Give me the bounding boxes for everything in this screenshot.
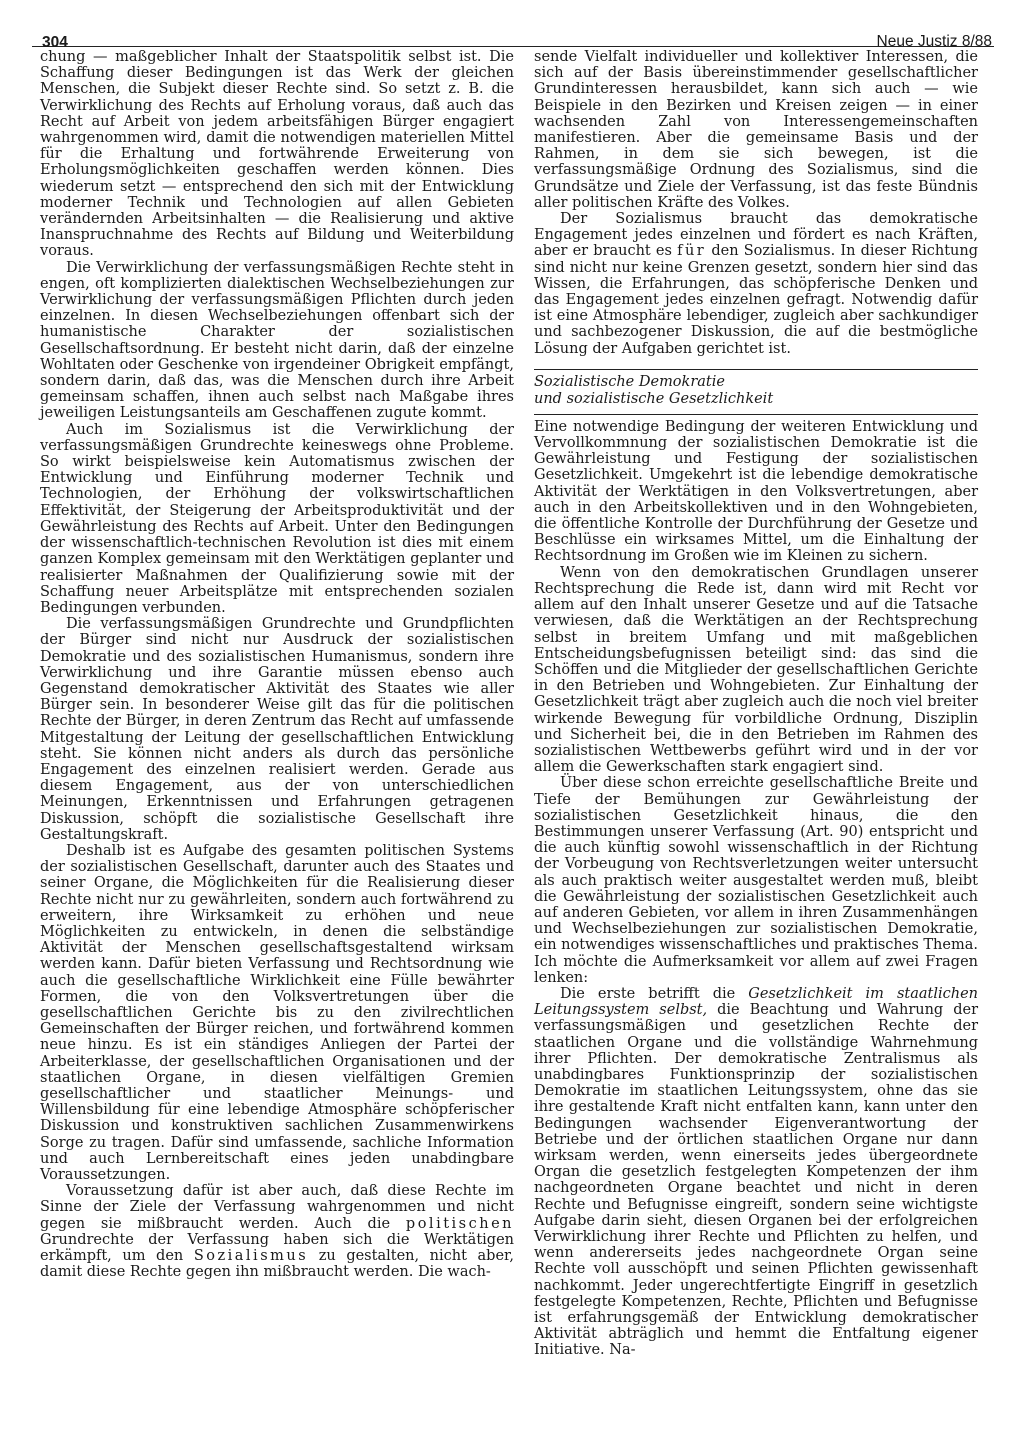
spaced-word: für: [677, 243, 707, 260]
page-header: [32, 6, 994, 51]
paragraph: sende Vielfalt individueller und kollektiver Interessen, die sich auf der Basis übereinstimmender gesellschaftlicher Grundinteressen herausbildet, kann sich auch — wie Beispiele in den Bezirken und Kreisen zeigen — in einer wachsenden Zahl von Interessengemeinschaften manifestieren. Aber die gemeinsame Basis und der Rahmen, in dem sie sich bewegen, ist die verfassungsmäßige Ordnung des Sozialismus, sind die Grundsätze und Ziele der Verfassung, ist das feste Bündnis aller politischen Kräfte des Volkes.: [534, 49, 978, 211]
section-divider-bottom: [534, 414, 978, 415]
section-heading-line: und sozialistische Gesetzlichkeit: [534, 390, 774, 407]
text-run: zu gestalten, nicht aber, damit diese Rechte gegen ihn mißbraucht werden. Die wach-: [40, 1248, 514, 1281]
text-run: den Sozialismus. In dieser Richtung sind nicht nur keine Grenzen gesetzt, sondern hier sind das Wissen, die Erfahrungen, das schöpferische Denken und das Engagement jedes einzelnen gefragt. Notwendig dafür ist eine Atmosphäre lebendiger, zugleich aber sachkundiger und sachbezogener Diskussion, die auf die bestmögliche Lösung der Aufgaben gerichtet ist.: [534, 243, 978, 357]
left-column: [40, 49, 514, 1280]
journal-issue: Neue Justiz 8/88: [876, 33, 992, 50]
paragraph: Deshalb ist es Aufgabe des gesamten politischen Systems der sozialistischen Gesellschaft, darunter auch des Staates und seiner Organe, die Möglichkeiten für die Realisierung dieser Rechte nicht nur zu gewährleiten, sondern auch fortwährend zu erweitern, ihre Wirksamkeit zu erhöhen und neue Möglichkeiten zu entwickeln, in denen die selbständige Aktivität der Menschen gesellschaftsgestaltend wirksam werden kann. Dafür bieten Verfassung und Rechtsordnung wie auch die gesellschaftliche Wirklichkeit eine Fülle bewährter Formen, die von den Volksvertretungen über die gesellschaftlichen Gerichte bis zu den zivilrechtlichen Gemeinschaften der Bürger reichen, und fortwährend kommen neue hinzu. Es ist ein ständiges Anliegen der Partei der Arbeiterklasse, der gesellschaftlichen Organisationen und der staatlichen Organe, in diesen vielfältigen Gremien gesellschaftlicher und staatlicher Meinungs- und Willensbildung für eine lebendige Atmosphäre schöpferischer Diskussion und konstruktiven sachlichen Zusammenwirkens Sorge zu tragen. Dafür sind umfassende, sachliche Information und auch Lernbereitschaft eines jeden unabdingbare Voraussetzungen.: [40, 842, 514, 1184]
text-run: Voraussetzung dafür ist aber auch, daß diese Rechte im Sinne der Ziele der Verfassung wahrgenommen und nicht gegen sie mißbraucht werden. Auch die: [40, 1183, 514, 1232]
page-number: 304: [42, 34, 68, 51]
paragraph: Wenn von den demokratischen Grundlagen unserer Rechtsprechung die Rede ist, dann wird mit Recht vor allem auf den Inhalt unserer Gesetze und auf die Tatsache verwiesen, daß die Werktätigen an der Rechtsprechung selbst in breitem Umfang und mit maßgeblichen Entscheidungsbefugnissen beteiligt sind: das sind die Schöffen und die Mitglieder der gesellschaftlichen Gerichte in den Betrieben und Wohngebieten. Zur Einhaltung der Gesetzlichkeit trägt aber zugleich auch die noch viel breiter wirkende Bewegung für vorbildliche Ordnung, Disziplin und Sicherheit bei, die in den Betrieben im Rahmen des sozialistischen Wettbewerbs geführt wird und in der vor allem die Gewerkschaften stark engagiert sind.: [534, 564, 978, 776]
paragraph: chung — maßgeblicher Inhalt der Staatspolitik selbst ist. Die Schaffung dieser Bedingungen ist das Werk der gleichen Menschen, die Subjekt dieser Rechte sind. So setzt z. B. die Verwirklichung des Rechts auf Erholung voraus, daß auch das Recht auf Arbeit von jedem arbeitsfähigen Bürger engagiert wahrgenommen wird, damit die notwendigen materiellen Mittel für die Erhaltung und fortwährende Erweiterung von Erholungsmöglichkeiten geschaffen werden können. Dies wiederum setzt — entsprechend den sich mit der Entwicklung moderner Technik und Technologien auf allen Gebieten verändernden Arbeitsinhalten — die Realisierung und aktive Inanspruchnahme des Rechts auf Bildung und Weiterbildung voraus.: [40, 49, 514, 260]
section-heading-line: Sozialistische Demokratie: [534, 373, 725, 390]
right-column: [534, 49, 978, 1359]
text-run: Grundrechte der Verfassung haben sich die Werktätigen erkämpft, um den: [40, 1231, 514, 1265]
paragraph: Die Verwirklichung der verfassungsmäßigen Rechte steht in engen, oft komplizierten dialektischen Wechselbeziehungen zur Verwirklichung der verfassungsmäßigen Pflichten durch jeden einzelnen. In diesen Wechselbeziehungen offenbart sich der humanistische Charakter der sozialistischen Gesellschaftsordnung. Er besteht nicht darin, daß der einzelne Wohltaten oder Geschenke von irgendeiner Obrigkeit empfängt, sondern darin, daß das, was die Menschen durch ihre Arbeit gemeinsam schaffen, ihnen auch selbst nach Maßgabe ihres jeweiligen Leistungsanteils am Geschaffenen zugute kommt.: [40, 259, 514, 422]
paragraph: [40, 1183, 514, 1280]
italic-phrase: Gesetzlichkeit im staatlichen Leitungssystem selbst,: [534, 985, 978, 1019]
text-run: die Beachtung und Wahrung der verfassungsmäßigen und gesetzlichen Rechte der staatlichen Organe und die vollständige Wahrnehmung ihrer Pflichten. Der demokratische Zentralismus als unabdingbares Funktionsprinzip der sozialistischen Demokratie im staatlichen Leitungssystem, ohne das sie ihre gestaltende Kraft nicht entfalten kann, kann unter den Bedingungen wachsender Eigenverantwortung der Betriebe und der örtlichen staatlichen Organe nur dann wirksam werden, wenn einerseits jedes übergeordnete Organ die gesetzlich festgelegten Kompetenzen der ihm nachgeordneten Organe beachtet und nicht in deren Rechte und Befugnisse eingreift, sondern seine wichtigste Aufgabe darin sieht, diesen Organen bei der erfolgreichen Verwirklichung ihrer Rechte und Pflichten zu helfen, und wenn andererseits jedes nachgeordnete Organ seine Rechte voll ausschöpft und seinen Pflichten gewissenhaft nachkommt. Jeder ungerechtfertigte Eingriff in gesetzlich festgelegte Kompetenzen, Rechte, Pflichten und Befugnisse ist erfahrungsgemäß der Entwicklung demokratischer Aktivität abträglich und hemmt die Entfaltung eigener Initiative. Na-: [534, 1002, 978, 1359]
paragraph: Auch im Sozialismus ist die Verwirklichung der verfassungsmäßigen Grundrechte keineswegs ohne Probleme. So wirkt beispielsweise kein Automatismus zwischen der Entwicklung und Einführung moderner Technik und Technologien, der Erhöhung der volkswirtschaftlichen Effektivität, der Steigerung der Arbeitsproduktivität und der Gewährleistung des Rechts auf Arbeit. Unter den Bedingungen der wissenschaftlich-technischen Revolution ist dies mit einem ganzen Komplex gemeinsam mit den Werktätigen geplanter und realisierter Maßnahmen der Qualifizierung sowie mit der Schaffung neuer Arbeitsplätze mit entsprechenden sozialen Bedingungen verbunden.: [40, 421, 514, 616]
spaced-word: Sozialismus: [193, 1248, 309, 1265]
paragraph: Die verfassungsmäßigen Grundrechte und Grundpflichten der Bürger sind nicht nur Ausdruck der sozialistischen Demokratie und des sozialistischen Humanismus, sondern ihre Verwirklichung und ihre Garantie müssen ebenso auch Gegenstand demokratischer Aktivität des Staates wie aller Bürger sein. In besonderer Weise gilt das für die politischen Rechte der Bürger, in deren Zentrum das Recht auf umfassende Mitgestaltung der Leitung der gesellschaftlichen Entwicklung steht. Sie können nicht anders als durch das persönliche Engagement des einzelnen realisiert werden. Gerade aus diesem Engagement, aus der von unterschiedlichen Meinungen, Erkenntnissen und Erfahrungen getragenen Diskussion, schöpft die sozialistische Gesellschaft ihre Gestaltungskraft.: [40, 616, 514, 843]
text-run: Die erste betrifft die: [560, 985, 749, 1002]
paragraph: [534, 986, 978, 1359]
text-run: Der Sozialismus braucht das demokratische Engagement jedes einzelnen und fördert es nach Kräften, aber er braucht es: [534, 211, 978, 260]
paragraph: Eine notwendige Bedingung der weiteren Entwicklung und Vervollkommnung der sozialistischen Demokratie ist die Gewährleistung und Festigung der sozialistischen Gesetzlichkeit. Umgekehrt ist die lebendige demokratische Aktivität der Werktätigen in den Volksvertretungen, aber auch in den Arbeitskollektiven und in den Wohngebieten, die öffentliche Kontrolle der Durchführung der Gesetze und Beschlüsse ein wirksames Mittel, um die Einhaltung der Rechtsordnung im Großen wie im Kleinen zu sichern.: [534, 418, 978, 565]
paragraph: Über diese schon erreichte gesellschaftliche Breite und Tiefe der Bemühungen zur Gewährleistung der sozialistischen Gesetzlichkeit hinaus, die den Bestimmungen unserer Verfassung (Art. 90) entspricht und die auch künftig sowohl wissenschaftlich in der Richtung der Vorbeugung von Rechtsverletzungen weiter untersucht als auch praktisch weiter ausgestaltet werden muß, bleibt die Gewährleistung der sozialistischen Gesetzlichkeit auch auf anderen Gebieten, vor allem in ihren Zusammenhängen und Wechselbeziehungen zur sozialistischen Demokratie, ein notwendiges wissenschaftliches und praktisches Thema. Ich möchte die Aufmerksamkeit vor allem auf zwei Fragen lenken:: [534, 775, 978, 986]
paragraph: [534, 211, 978, 357]
section-heading: [534, 374, 978, 408]
spaced-word: politischen: [405, 1215, 514, 1232]
